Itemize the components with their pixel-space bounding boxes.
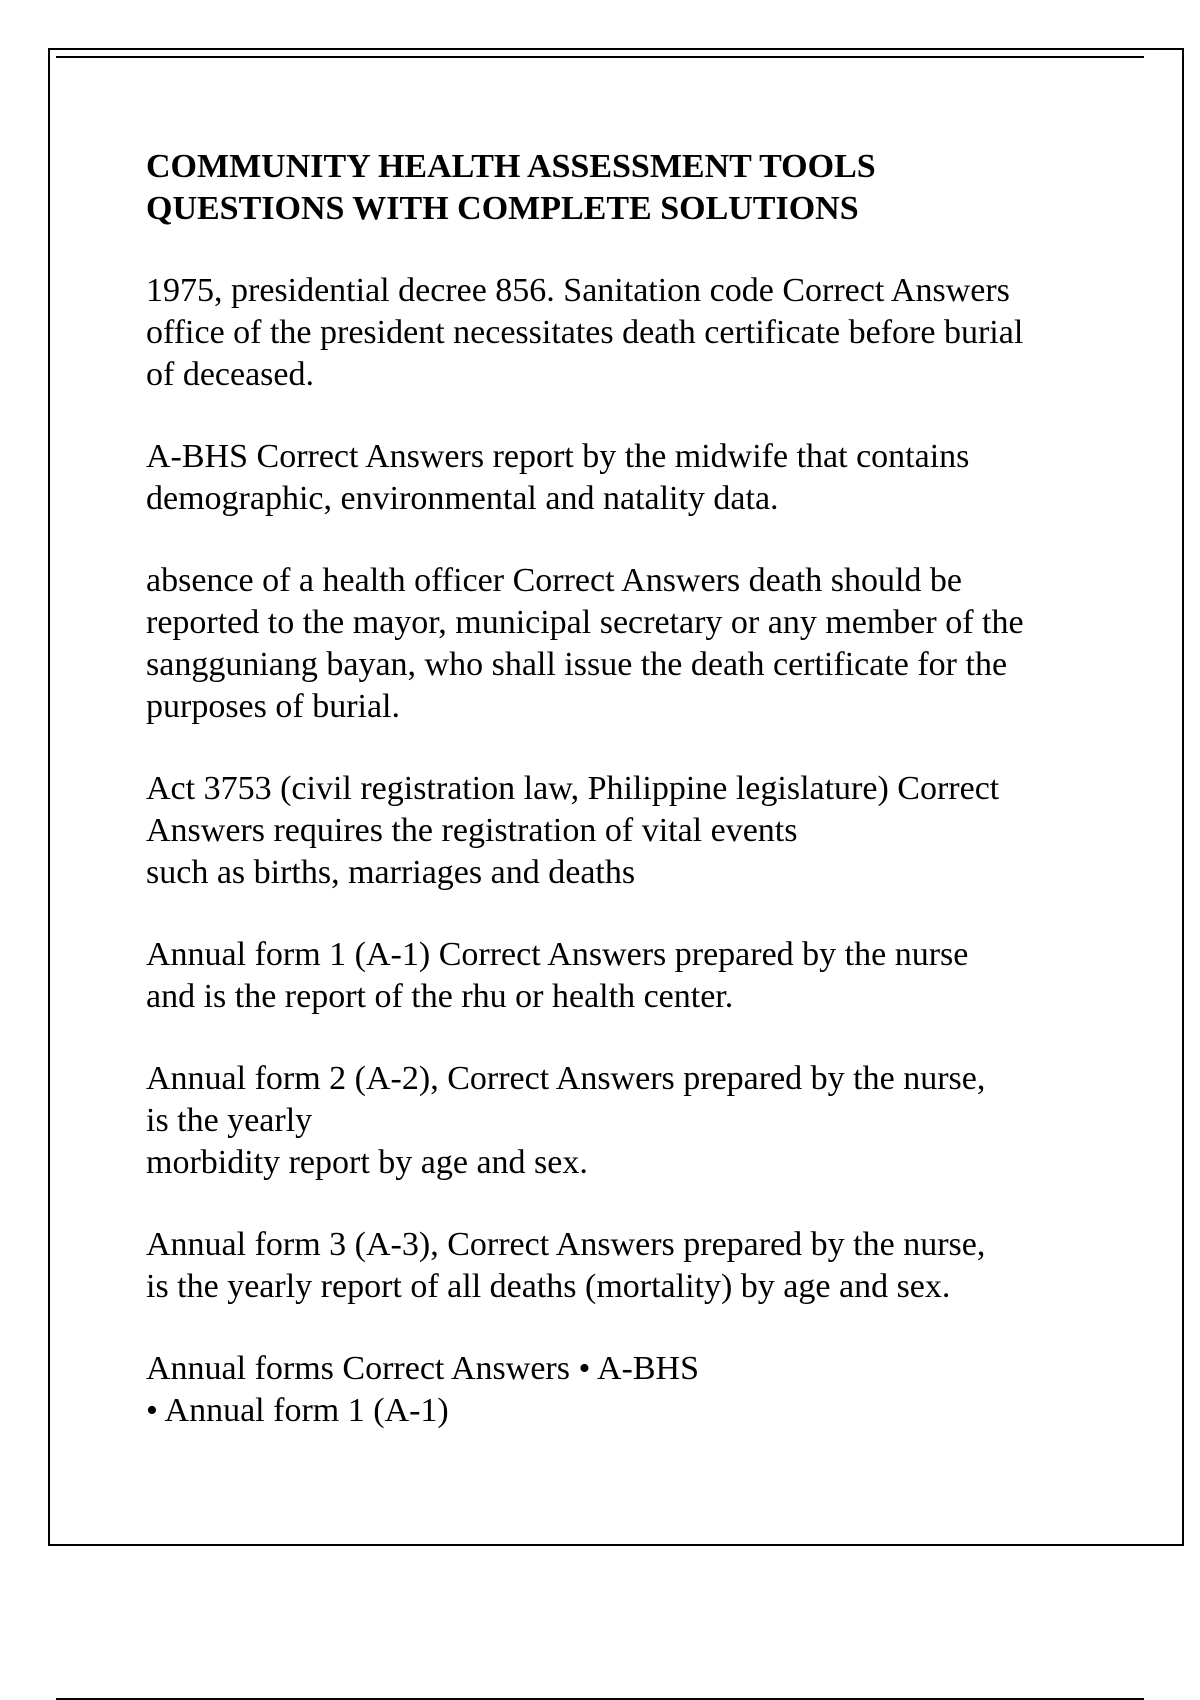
qa-line: Annual form 3 (A-3), Correct Answers prepared by the nurse, xyxy=(146,1226,986,1263)
qa-item xyxy=(146,270,1086,396)
qa-line: Answers requires the registration of vital events xyxy=(146,812,798,849)
qa-item xyxy=(146,1348,1086,1432)
qa-line: • Annual form 1 (A-1) xyxy=(146,1392,449,1429)
qa-item xyxy=(146,934,1086,1018)
qa-item xyxy=(146,560,1086,728)
qa-line: purposes of burial. xyxy=(146,688,401,725)
qa-line: Act 3753 (civil registration law, Philippine legislature) Correct xyxy=(146,770,1000,807)
qa-line: Annual forms Correct Answers • A-BHS xyxy=(146,1350,700,1387)
qa-item xyxy=(146,1224,1086,1308)
qa-line: sangguniang bayan, who shall issue the death certificate for the xyxy=(146,646,1008,683)
qa-line: absence of a health officer Correct Answers death should be xyxy=(146,562,963,599)
qa-line: A-BHS Correct Answers report by the midwife that contains xyxy=(146,438,970,475)
title-line: COMMUNITY HEALTH ASSESSMENT TOOLS xyxy=(146,148,876,185)
document-title xyxy=(146,146,1086,230)
document-content xyxy=(146,146,1086,1472)
qa-item xyxy=(146,768,1086,894)
qa-line: is the yearly xyxy=(146,1102,313,1139)
qa-line: morbidity report by age and sex. xyxy=(146,1144,588,1181)
qa-line: is the yearly report of all deaths (mortality) by age and sex. xyxy=(146,1268,951,1305)
qa-line: Annual form 1 (A-1) Correct Answers prepared by the nurse xyxy=(146,936,969,973)
qa-item xyxy=(146,1058,1086,1184)
top-rule xyxy=(56,56,1144,58)
qa-line: 1975, presidential decree 856. Sanitation code Correct Answers xyxy=(146,272,1010,309)
title-line: QUESTIONS WITH COMPLETE SOLUTIONS xyxy=(146,190,859,227)
qa-line: of deceased. xyxy=(146,356,315,393)
qa-line: reported to the mayor, municipal secretary or any member of the xyxy=(146,604,1024,641)
qa-line: demographic, environmental and natality data. xyxy=(146,480,779,517)
qa-line: and is the report of the rhu or health center. xyxy=(146,978,734,1015)
qa-line: office of the president necessitates death certificate before burial xyxy=(146,314,1024,351)
qa-line: Annual form 2 (A-2), Correct Answers prepared by the nurse, xyxy=(146,1060,986,1097)
qa-item xyxy=(146,436,1086,520)
qa-line: such as births, marriages and deaths xyxy=(146,854,636,891)
